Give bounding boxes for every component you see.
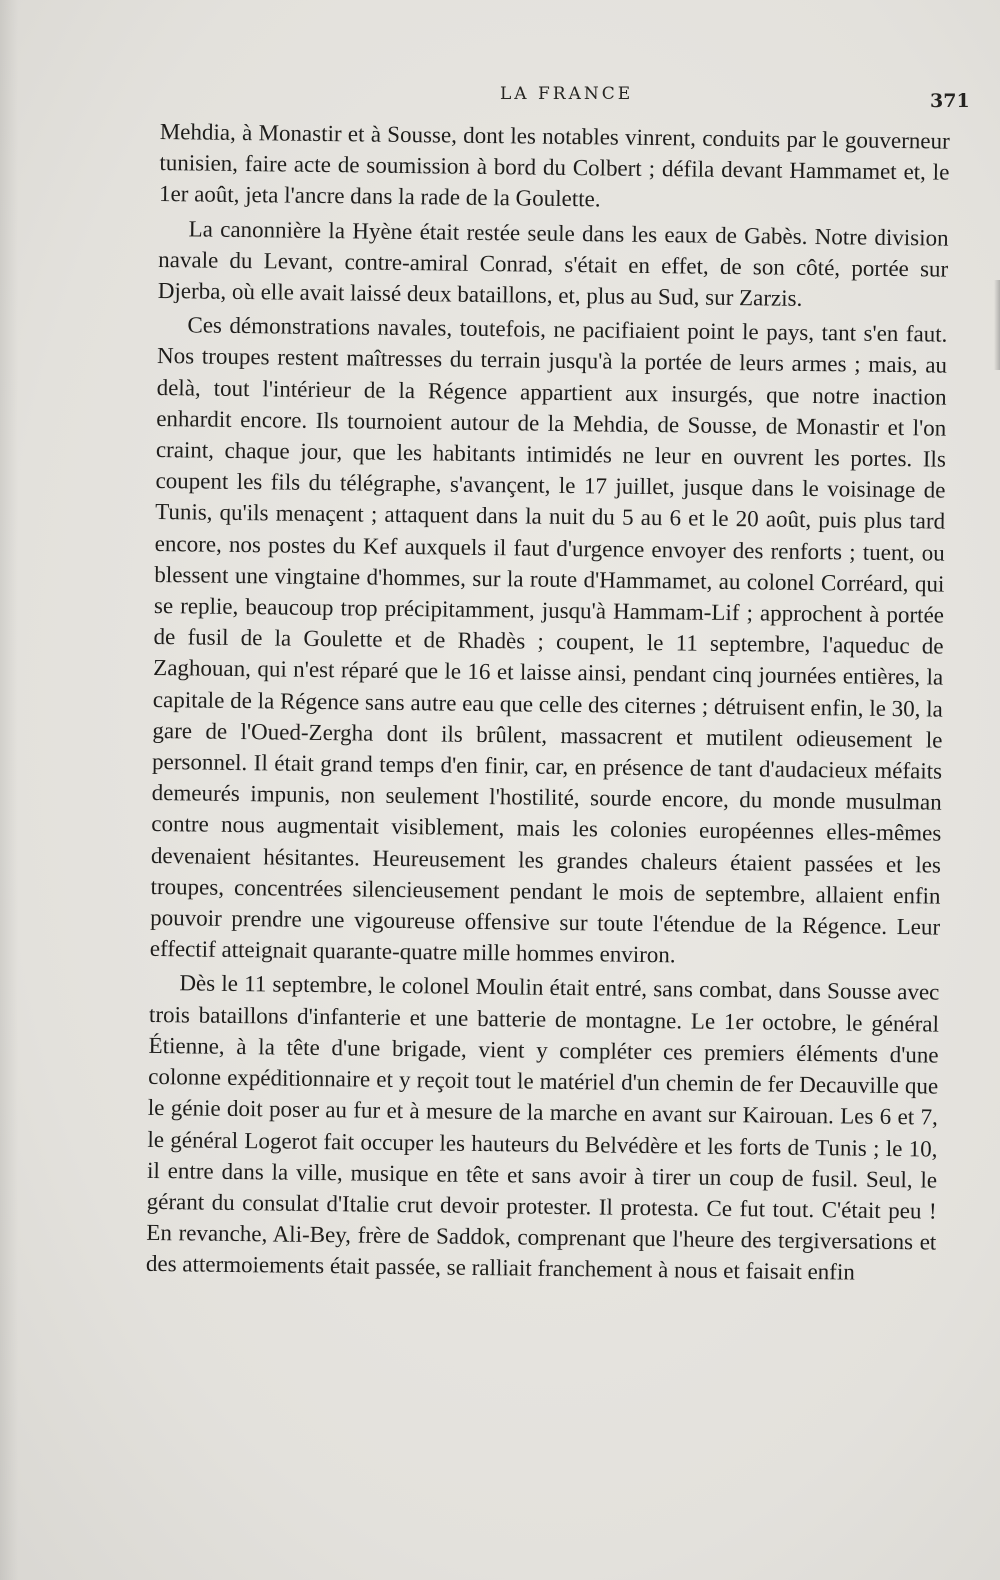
- paragraph-4: Dès le 11 septembre, le colonel Moulin était entré, sans combat, dans Sousse avec trois bataillons d'infanterie et une batterie de montagne. Le 1er octobre, le général Étienne, à la tête d'une brigade, vient y compléter ces premiers éléments d'une colonne expéditionnaire et y reçoit tout le matériel d'un chemin de fer Decauville que le génie doit poser au fur et à mesure de la marche en avant sur Kairouan. Les 6 et 7, le général Logerot fait occuper les hauteurs du Belvédère et les forts de Tunis ; le 10, il entre dans la ville, musique en tête et sans avoir à tirer un coup de fusil. Seul, le gérant du consulat d'Italie crut devoir protester. Il protesta. Ce fut tout. C'était peu ! En revanche, Ali-Bey, frère de Saddok, comprenant que l'heure des tergiversations et des attermoiements était passée, se ralliait franchement à nous et faisait enfin: [145, 970, 940, 1285]
- paragraph-1: Mehdia, à Monastir et à Sousse, dont les notables vinrent, conduits par le gouverneur tunisien, faire acte de soumission à bord du Colbert ; défila devant Hammamet et, le 1er août, jeta l'ancre dans la rade de la Goulette.: [158, 118, 950, 212]
- page-edge-mark: [994, 280, 1000, 370]
- spine-shadow: [0, 0, 18, 1580]
- paragraph-2: La canonnière la Hyène était restée seule dans les eaux de Gabès. Notre division navale du Levant, contre-amiral Conrad, s'était en effet, de son côté, portée sur Djerba, où elle avait laissé deux bataillons, et, plus au Sud, sur Zarzis.: [157, 215, 949, 311]
- running-title: LA FRANCE: [500, 84, 634, 104]
- body-text: [146, 116, 950, 1292]
- paragraph-3: Ces démonstrations navales, toutefois, ne pacifiaient point le pays, tant s'en faut. Nos troupes restent maîtresses du terrain jusqu'à la portée de leurs armes ; mais, au delà, tout l'intérieur de la Régence appartient aux insurgés, que notre inaction enhardit encore. Ils tournoient autour de la Mehdia, de Sousse, de Monastir et l'on craint, chaque jour, que les habitants intimidés ne leur en ouvrent les portes. Ils coupent les fils du télégraphe, s'avançent, le 17 juillet, jusque dans le voisinage de Tunis, qu'ils menaçent ; attaquent dans la nuit du 5 au 6 et le 20 août, puis plus tard encore, nos postes du Kef auxquels il faut d'urgence envoyer des renforts ; tuent, ou blessent une vingtaine d'hommes, sur la route d'Hammamet, au colonel Corréard, qui se replie, beaucoup trop précipitamment, jusqu'à Hammam-Lif ; approchent à portée de fusil de la Goulette et de Rhadès ; coupent, le 11 septembre, l'aqueduc de Zaghouan, qui n'est réparé que le 16 et laisse ainsi, pendant cinq journées entières, la capitale de la Régence sans autre eau que celle des citernes ; détruisent enfin, le 30, la gare de l'Oued-Zergha dont ils brûlent, massacrent et mutilent odieusement le personnel. Il était grand temps d'en finir, car, en présence de tant d'audacieux méfaits demeurés impunis, non seulement l'hostilité, sourde encore, du monde musulman contre nous augmentait visiblement, mais les colonies européennes elles-mêmes devenaient hésitantes. Heureusement les grandes chaleurs étaient passées et les troupes, concentrées silencieusement pendant le mois de septembre, allaient enfin pouvoir prendre une vigoureuse offensive sur toute l'étendue de la Régence. Leur effectif atteignait quarante-quatre mille hommes environ.: [149, 312, 948, 968]
- page-number: 371: [930, 90, 970, 112]
